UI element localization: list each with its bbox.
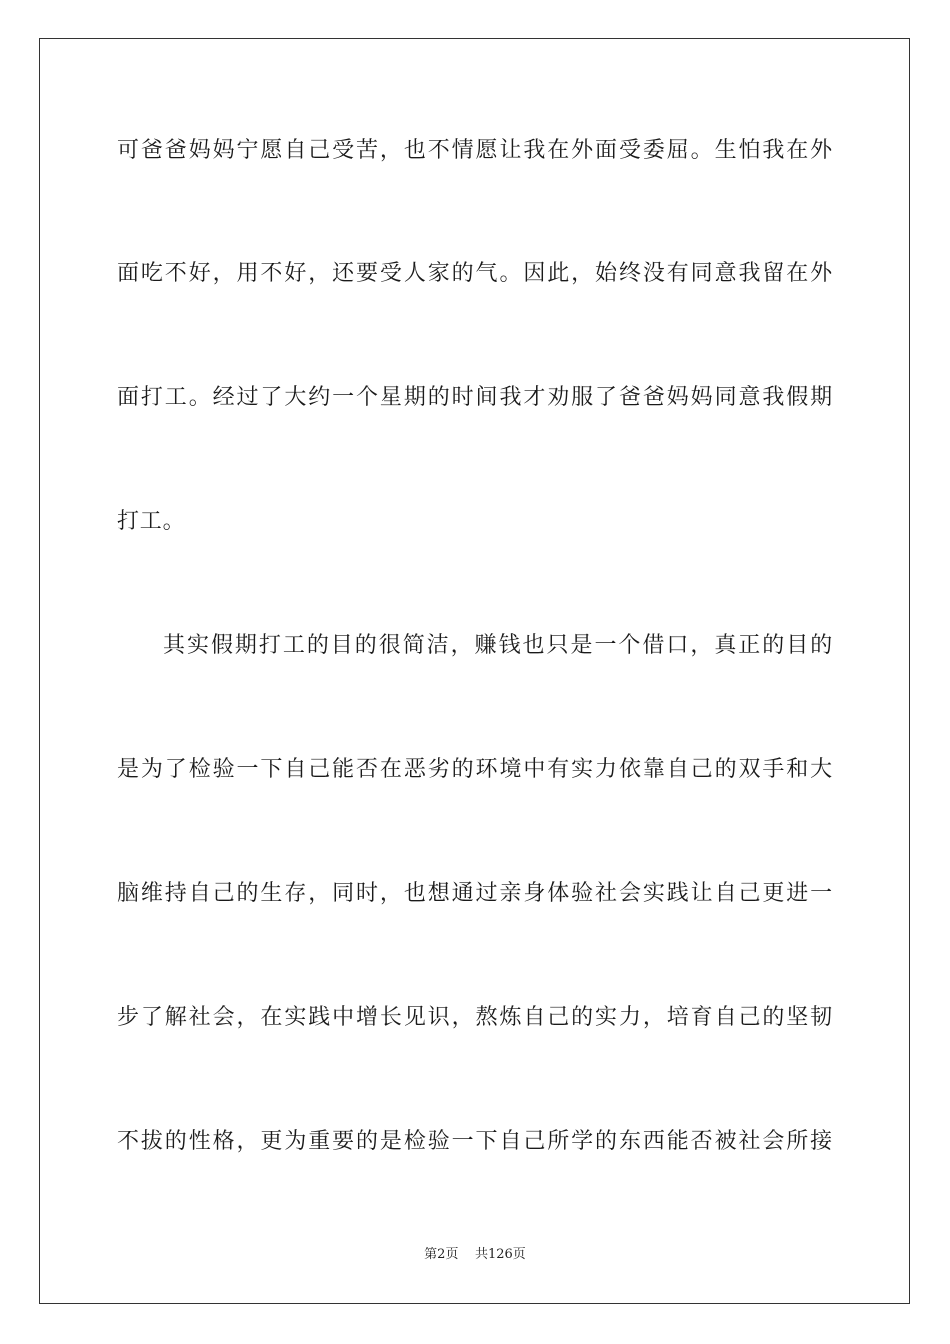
body-text-line: 是为了检验一下自己能否在恶劣的环境中有实力依靠自己的双手和大 — [117, 757, 833, 782]
body-text-line: 步了解社会，在实践中增长见识，熬炼自己的实力，培育自己的坚韧 — [117, 1005, 833, 1030]
body-text-line: 面吃不好，用不好，还要受人家的气。因此，始终没有同意我留在外 — [117, 261, 833, 286]
body-text-line: 脑维持自己的生存，同时，也想通过亲身体验社会实践让自己更进一 — [117, 881, 833, 906]
page-footer — [0, 1246, 950, 1264]
body-text-line: 打工。 — [117, 509, 186, 534]
paragraph-first-line: 其实假期打工的目的很简洁，赚钱也只是一个借口，真正的目的 — [163, 633, 833, 658]
body-text-line: 面打工。经过了大约一个星期的时间我才劝服了爸爸妈妈同意我假期 — [117, 385, 833, 410]
body-text-line: 不拔的性格，更为重要的是检验一下自己所学的东西能否被社会所接 — [117, 1129, 833, 1154]
page-border — [39, 38, 910, 1304]
page-number: 第2页 — [424, 1247, 459, 1262]
page-total: 共126页 — [474, 1247, 526, 1262]
body-text-line: 可爸爸妈妈宁愿自己受苦，也不情愿让我在外面受委屈。生怕我在外 — [117, 138, 833, 163]
